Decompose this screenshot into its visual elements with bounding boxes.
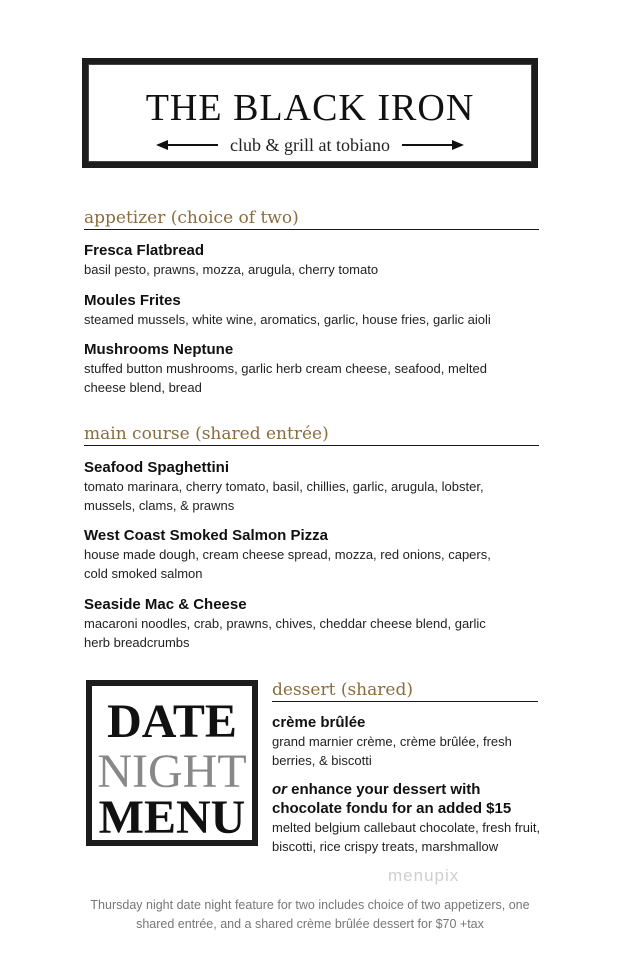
menu-item: [272, 780, 542, 856]
menu-item: [84, 595, 514, 652]
menu-item-description: macaroni noodles, crab, prawns, chives, cheddar cheese blend, garlic herb breadcrumbs: [84, 616, 486, 650]
main-course-heading: main course (shared entrée): [84, 424, 539, 446]
arrow-left-icon: [158, 144, 218, 146]
dessert-heading: dessert (shared): [272, 680, 538, 702]
restaurant-logo: [82, 58, 538, 168]
menu-item-name: [272, 780, 542, 818]
menu-item-name: Mushrooms Neptune: [84, 341, 234, 358]
menu-item-description: steamed mussels, white wine, aromatics, garlic, house fries, garlic aioli: [84, 312, 491, 327]
date-badge-line: NIGHT: [97, 745, 247, 798]
appetizer-heading: appetizer (choice of two): [84, 208, 539, 230]
menu-item-description: basil pesto, prawns, mozza, arugula, cherry tomato: [84, 262, 379, 277]
menu-item-name: Seafood Spaghettini: [84, 459, 230, 476]
menu-item: [84, 458, 514, 515]
footer-note: Thursday night date night feature for two includes choice of two appetizers, one shared entrée, and a shared crème brûlée dessert for $70 +tax: [90, 898, 530, 931]
logo-subtitle-row: [158, 134, 462, 156]
menu-item: [84, 291, 514, 329]
menu-item: [84, 340, 514, 397]
date-badge-line: DATE: [107, 695, 237, 748]
menu-item-name: crème brûlée: [272, 714, 366, 731]
restaurant-name: THE BLACK IRON: [145, 87, 475, 129]
menu-item-description: grand marnier crème, crème brûlée, fresh berries, & biscotti: [272, 734, 512, 768]
menu-item-name: Fresca Flatbread: [84, 242, 205, 259]
menu-item-description: house made dough, cream cheese spread, mozza, red onions, capers, cold smoked salmon: [84, 547, 491, 581]
menu-item: [84, 241, 514, 279]
date-badge-line: MENU: [98, 791, 246, 844]
date-night-badge: [86, 680, 258, 846]
menu-item-name-emphasis: or: [272, 781, 287, 798]
menu-item-description: stuffed button mushrooms, garlic herb cream cheese, seafood, melted cheese blend, bread: [84, 361, 487, 395]
restaurant-subtitle: club & grill at tobiano: [230, 134, 390, 155]
menu-item-description: tomato marinara, cherry tomato, basil, chillies, garlic, arugula, lobster, mussels, clams, & prawns: [84, 479, 484, 513]
menu-item: [84, 526, 514, 583]
watermark: menupix: [388, 866, 460, 885]
arrow-right-icon: [402, 144, 462, 146]
menu-item-name: Seaside Mac & Cheese: [84, 596, 247, 613]
menu-item-name-rest: enhance your dessert with chocolate fondu for an added $15: [272, 781, 512, 817]
menu-item-name: Moules Frites: [84, 292, 181, 309]
menu-item-name: West Coast Smoked Salmon Pizza: [84, 527, 328, 544]
menu-item-description: melted belgium callebaut chocolate, fresh fruit, biscotti, rice crispy treats, marshmallow: [272, 820, 541, 854]
menu-item: [272, 713, 542, 770]
